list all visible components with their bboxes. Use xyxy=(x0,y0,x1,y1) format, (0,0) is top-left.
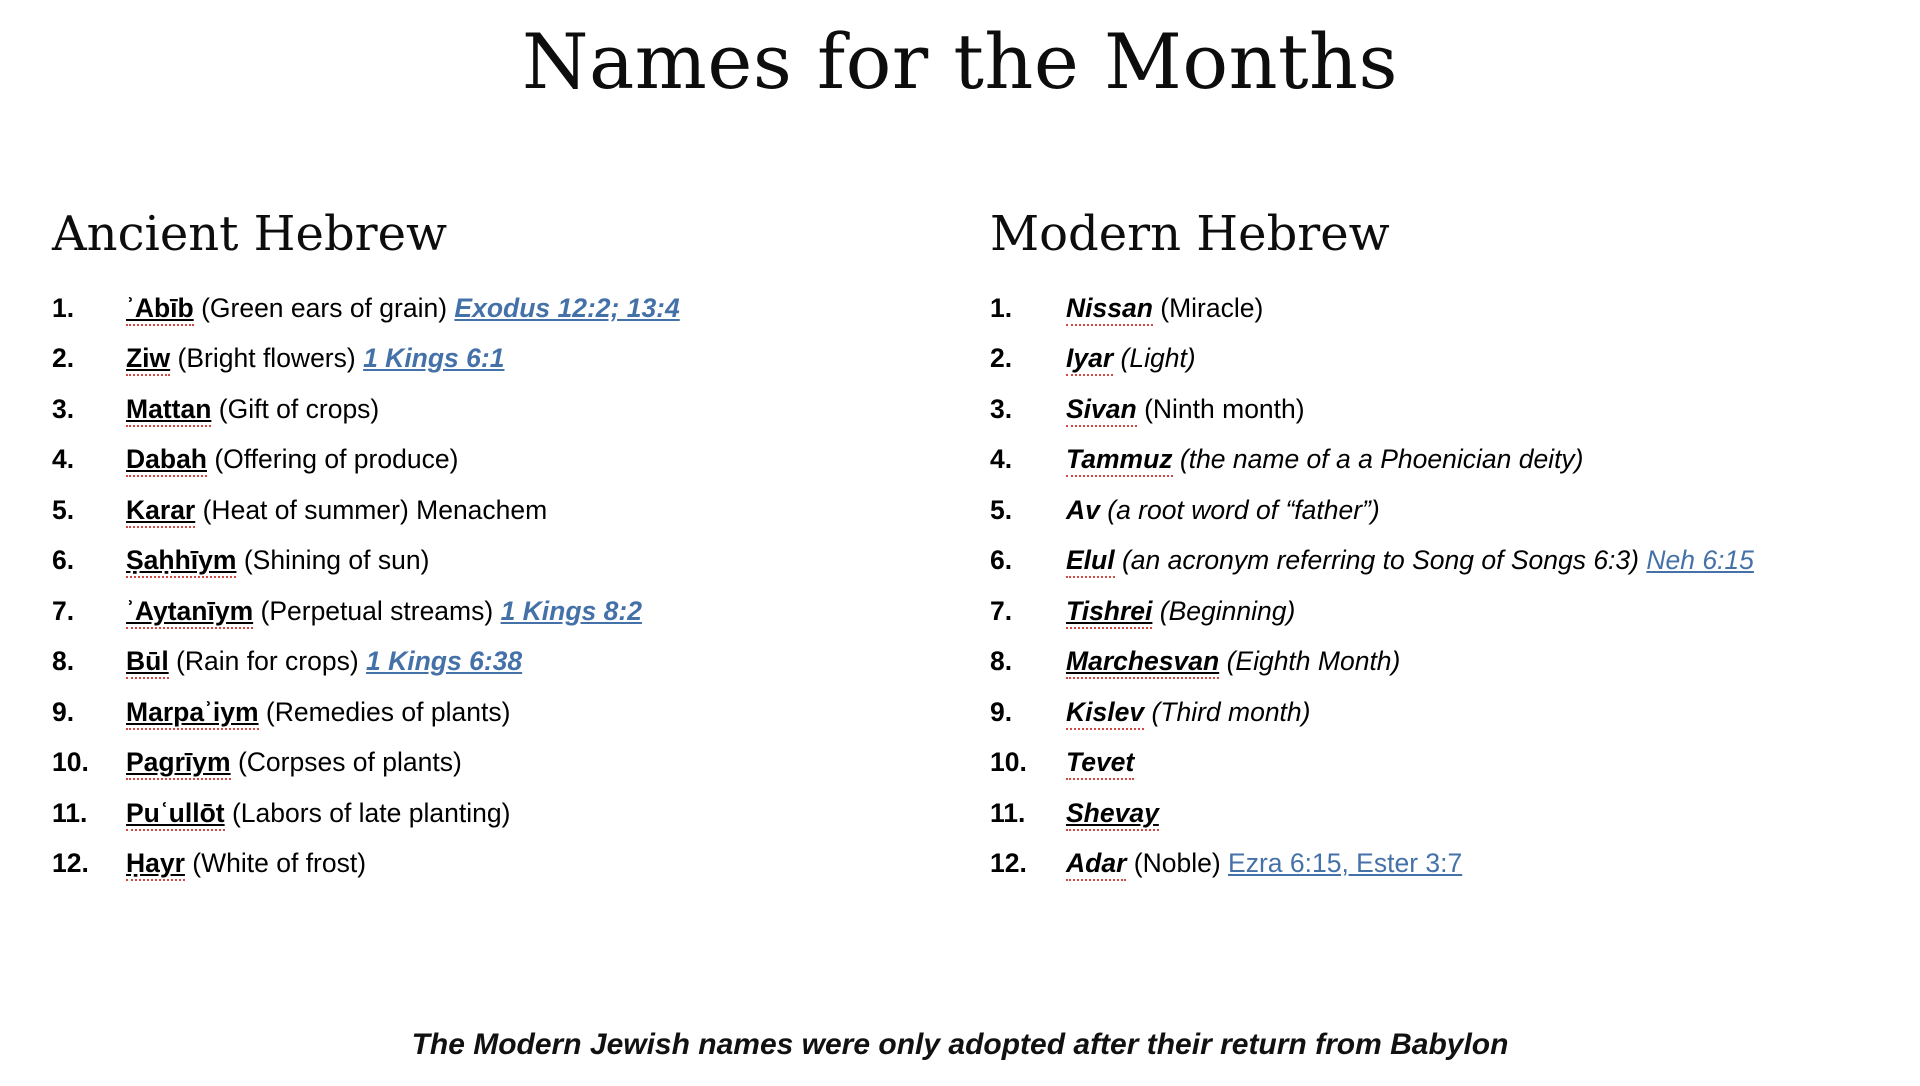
list-entry xyxy=(1066,737,1920,788)
content-columns xyxy=(0,208,1920,889)
month-name: ʾAytanīym xyxy=(126,596,253,629)
list-number: 7. xyxy=(52,595,75,626)
month-name: Mattan xyxy=(126,394,211,427)
month-name: Marpaʾiym xyxy=(126,697,259,730)
list-number: 7. xyxy=(990,595,1013,626)
list-number: 1. xyxy=(52,292,75,323)
month-name: Dabah xyxy=(126,444,207,477)
list-entry xyxy=(1066,636,1920,687)
column-modern-hebrew xyxy=(990,208,1920,889)
month-gloss: (Corpses of plants) xyxy=(230,747,462,778)
column-heading-ancient: Ancient Hebrew xyxy=(52,206,448,262)
month-name: Ṣaḥhīym xyxy=(126,545,236,578)
month-gloss: (Gift of crops) xyxy=(211,393,380,424)
list-item xyxy=(52,586,990,637)
list-item xyxy=(52,485,990,536)
list-number: 12. xyxy=(52,848,89,879)
list-item xyxy=(990,535,1920,586)
scripture-reference-link[interactable]: Neh 6:15 xyxy=(1646,545,1754,576)
month-gloss: (Bright flowers) xyxy=(170,343,364,374)
list-item xyxy=(990,434,1920,485)
month-name: Marchesvan xyxy=(1066,646,1219,679)
month-gloss: (Third month) xyxy=(1144,696,1311,727)
month-name: Būl xyxy=(126,646,169,679)
list-item xyxy=(52,333,990,384)
month-gloss: (Offering of produce) xyxy=(207,444,459,475)
list-item xyxy=(990,283,1920,334)
list-item xyxy=(52,838,990,889)
month-gloss: (Labors of late planting) xyxy=(224,797,511,828)
month-name: Elul xyxy=(1066,545,1115,578)
list-number: 5. xyxy=(52,494,75,525)
list-entry xyxy=(126,788,990,839)
scripture-reference-link[interactable]: Exodus 12:2; 13:4 xyxy=(454,292,680,323)
list-item xyxy=(52,434,990,485)
scripture-reference-link[interactable]: Ezra 6:15, Ester 3:7 xyxy=(1228,848,1463,879)
list-number: 2. xyxy=(52,343,75,374)
list-entry xyxy=(126,535,990,586)
list-entry xyxy=(1066,485,1920,536)
list-entry xyxy=(126,384,990,435)
list-number: 4. xyxy=(52,444,75,475)
list-item xyxy=(990,838,1920,889)
column-ancient-hebrew xyxy=(0,208,990,889)
month-name: Sivan xyxy=(1066,394,1137,427)
list-number: 11. xyxy=(990,797,1026,828)
list-item xyxy=(990,788,1920,839)
month-name: Tevet xyxy=(1066,747,1134,780)
list-number: 4. xyxy=(990,444,1013,475)
scripture-reference-link[interactable]: 1 Kings 6:38 xyxy=(366,646,523,677)
list-number: 11. xyxy=(52,797,88,828)
month-name: Shevay xyxy=(1066,798,1159,831)
scripture-reference-link[interactable]: 1 Kings 6:1 xyxy=(363,343,505,374)
list-entry xyxy=(126,485,990,536)
list-number: 2. xyxy=(990,343,1013,374)
list-item xyxy=(990,333,1920,384)
list-entry xyxy=(1066,586,1920,637)
month-gloss: (Rain for crops) xyxy=(168,646,367,677)
month-gloss: (White of frost) xyxy=(184,848,367,879)
month-gloss: (Heat of summer) Menachem xyxy=(195,494,548,525)
list-number: 6. xyxy=(52,545,75,576)
list-entry xyxy=(126,838,990,889)
month-gloss: (the name of a a Phoenician deity) xyxy=(1172,444,1584,475)
list-number: 3. xyxy=(990,393,1013,424)
list-entry xyxy=(1066,535,1920,586)
month-name: Karar xyxy=(126,495,195,528)
list-item xyxy=(990,737,1920,788)
month-name: Ziw xyxy=(126,343,170,376)
month-name: Tishrei xyxy=(1066,596,1152,629)
column-heading-modern: Modern Hebrew xyxy=(990,206,1390,262)
list-entry xyxy=(126,283,990,334)
month-name: Tammuz xyxy=(1066,444,1173,477)
footnote-text: The Modern Jewish names were only adopted after their return from Babylon xyxy=(411,1028,1509,1061)
list-entry xyxy=(1066,283,1920,334)
month-name: Kislev xyxy=(1066,697,1144,730)
list-number: 10. xyxy=(990,747,1027,778)
list-entry xyxy=(1066,434,1920,485)
month-gloss: (an acronym referring to Song of Songs 6:3) xyxy=(1114,545,1647,576)
month-list-modern xyxy=(990,283,1920,889)
month-gloss: (Beginning) xyxy=(1152,595,1296,626)
month-name: Iyar xyxy=(1066,343,1113,376)
list-item xyxy=(990,485,1920,536)
list-number: 10. xyxy=(52,747,89,778)
list-item xyxy=(990,384,1920,435)
list-entry xyxy=(126,434,990,485)
page-title: Names for the Months xyxy=(521,17,1399,106)
list-item xyxy=(52,283,990,334)
list-item xyxy=(52,737,990,788)
month-gloss: (Light) xyxy=(1113,343,1196,374)
list-entry xyxy=(1066,333,1920,384)
list-entry xyxy=(1066,687,1920,738)
list-item xyxy=(990,586,1920,637)
month-gloss: (Eighth Month) xyxy=(1219,646,1401,677)
month-name: Ḥayr xyxy=(126,848,185,881)
list-item xyxy=(52,687,990,738)
list-item xyxy=(52,384,990,435)
list-entry xyxy=(1066,838,1920,889)
month-gloss: (a root word of “father”) xyxy=(1099,494,1380,525)
month-name: Pagrīym xyxy=(126,747,231,780)
list-entry xyxy=(126,636,990,687)
list-number: 9. xyxy=(52,696,75,727)
month-name: Nissan xyxy=(1066,293,1153,326)
month-gloss: (Green ears of grain) xyxy=(193,292,455,323)
list-item xyxy=(990,687,1920,738)
month-gloss: (Miracle) xyxy=(1152,292,1264,323)
list-number: 5. xyxy=(990,494,1013,525)
list-entry xyxy=(126,333,990,384)
list-entry xyxy=(126,586,990,637)
month-gloss: (Perpetual streams) xyxy=(253,595,501,626)
month-gloss: (Remedies of plants) xyxy=(258,696,511,727)
list-entry xyxy=(126,737,990,788)
list-item xyxy=(52,788,990,839)
month-name: Adar xyxy=(1066,848,1126,881)
list-entry xyxy=(126,687,990,738)
month-gloss: (Shining of sun) xyxy=(236,545,430,576)
list-number: 6. xyxy=(990,545,1013,576)
list-item xyxy=(990,636,1920,687)
list-number: 1. xyxy=(990,292,1013,323)
scripture-reference-link[interactable]: 1 Kings 8:2 xyxy=(500,595,642,626)
list-number: 8. xyxy=(990,646,1013,677)
month-gloss: (Noble) xyxy=(1126,848,1229,879)
list-item xyxy=(52,636,990,687)
list-number: 8. xyxy=(52,646,75,677)
month-name: ʾAbīb xyxy=(126,293,194,326)
month-list-ancient xyxy=(52,283,990,889)
list-number: 9. xyxy=(990,696,1013,727)
month-gloss: (Ninth month) xyxy=(1136,393,1305,424)
month-name: Puʿullōt xyxy=(126,798,225,831)
list-entry xyxy=(1066,384,1920,435)
month-name: Av xyxy=(1066,494,1100,525)
list-item xyxy=(52,535,990,586)
list-number: 12. xyxy=(990,848,1027,879)
list-number: 3. xyxy=(52,393,75,424)
list-entry xyxy=(1066,788,1920,839)
